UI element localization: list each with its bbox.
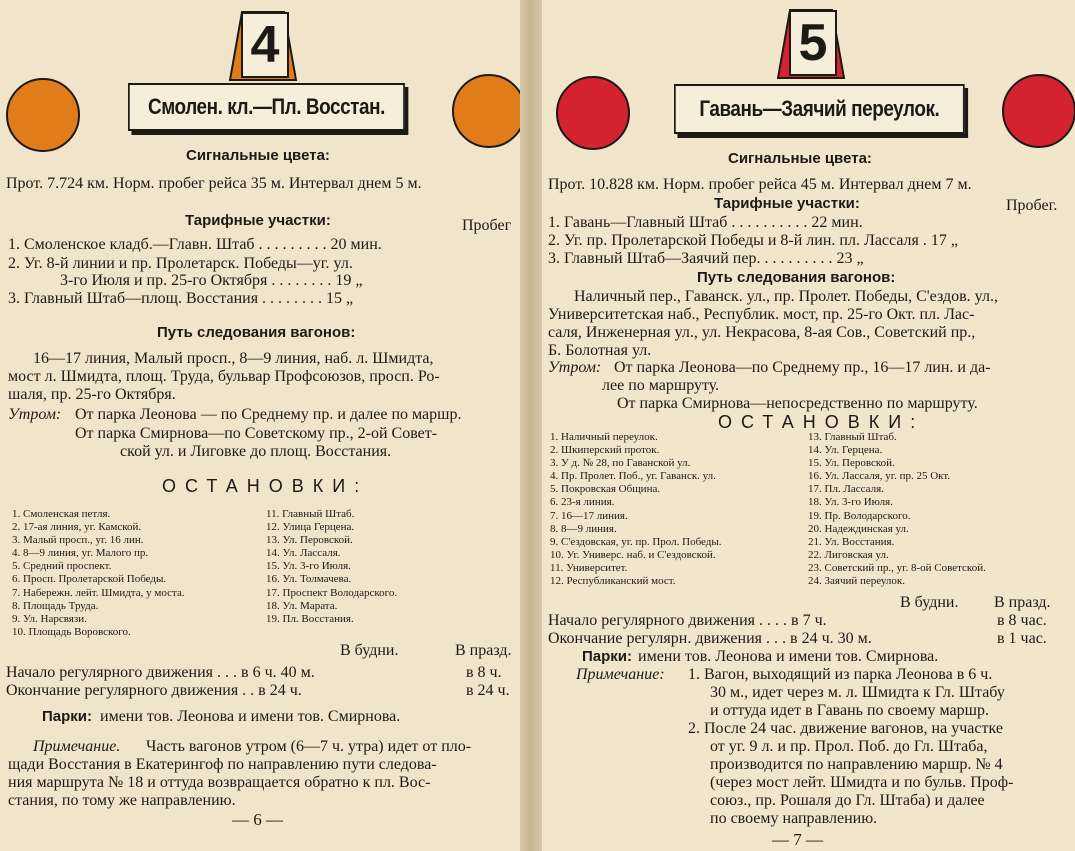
stops-column-1: [12, 508, 185, 639]
stop-item: 23. Советский пр., уг. 8-ой Советской.: [808, 561, 986, 574]
path-line: саля, Инженерная ул., ул. Некрасова, 8-ая Сов., Советский пр.,: [548, 324, 976, 341]
weekday-header: В будни.: [340, 642, 399, 659]
tariff-line: 2. Уг. 8-й линии и пр. Пролетарск. Победы—уг. ул.: [8, 255, 353, 272]
stop-item: 14. Ул. Лассаля.: [266, 547, 341, 560]
stop-item: 3. Малый просп., уг. 16 лин.: [12, 534, 144, 547]
stops-heading: ОСТАНОВКИ:: [718, 412, 925, 432]
stop-item: 7. Набережн. лейт. Шмидта, у моста.: [12, 586, 185, 599]
note-label: Примечание:: [576, 666, 665, 683]
tariff-col-header: Пробег: [462, 217, 512, 234]
tariff-line: 1. Смоленское кладб.—Главн. Штаб . . . . . . . . . 20 мин.: [8, 236, 382, 253]
stop-item: 11. Главный Штаб.: [266, 508, 355, 520]
morning-label: Утром:: [548, 359, 602, 376]
stop-item: 13. Главный Штаб.: [808, 431, 897, 443]
path-line: 16—17 линия, Малый просп., 8—9 линия, наб. л. Шмидта,: [33, 350, 434, 367]
route-name-plate: Гавань—Заячий переулок.: [674, 84, 965, 134]
note-line: Часть вагонов утром (6—7 ч. утра) идет от пло-: [146, 738, 472, 755]
signal-light-left: [556, 76, 630, 150]
stops-column-1: [550, 431, 722, 588]
stop-item: 5. Покровская Община.: [550, 483, 661, 496]
tariff-line: 2. Уг. пр. Пролетарской Победы и 8-й лин. пл. Лассаля . 17 „: [548, 232, 958, 249]
signal-colors-heading: Сигнальные цвета:: [186, 147, 330, 164]
path-line: шаля, пр. 25-го Октября.: [8, 386, 176, 403]
stop-item: 8. Площадь Труда.: [12, 599, 99, 612]
page-number: — 7 —: [772, 830, 823, 849]
morning-line: лее по маршруту.: [602, 377, 720, 394]
route-stats: Прот. 10.828 км. Норм. пробег рейса 45 м. Интервал днем 7 м.: [548, 176, 972, 193]
signal-colors-heading: Сигнальные цвета:: [728, 150, 872, 167]
note-line: от уг. 9 л. и пр. Прол. Поб. до Гл. Штаба,: [710, 738, 988, 755]
stop-item: 2. Шкиперский проток.: [550, 444, 660, 457]
stop-item: 11. Университет.: [550, 561, 628, 574]
route-number-badge: [766, 6, 856, 86]
morning-line: От парка Леонова—по Среднему пр., 16—17 лин. и да-: [614, 359, 991, 376]
stop-item: 10. Уг. Универс. наб. и С'ездовской.: [550, 548, 716, 561]
parks-text: имени тов. Леонова и имени тов. Смирнова.: [100, 708, 401, 725]
service-end-holiday: в 24 ч.: [466, 682, 510, 699]
morning-line: От парка Леонова — по Среднему пр. и далее по маршр.: [75, 406, 462, 423]
note-line: 30 м., идет через м. л. Шмидта к Гл. Штабу: [710, 684, 1005, 701]
stop-item: 12. Улица Герцена.: [266, 521, 355, 534]
stop-item: 6. 23-я линия.: [550, 496, 615, 509]
stop-item: 4. Пр. Пролет. Поб., уг. Гаванск. ул.: [550, 470, 716, 483]
book-gutter: [520, 0, 542, 851]
stop-item: 20. Надеждинская ул.: [808, 522, 909, 535]
parks-label: Парки:: [42, 708, 93, 725]
service-end: Окончание регулярного движения . . в 24 ч.: [6, 682, 302, 699]
service-start-holiday: в 8 ч.: [466, 664, 502, 681]
page-number: — 6 —: [232, 810, 283, 829]
stop-item: 13. Ул. Перовской.: [266, 534, 353, 547]
path-heading: Путь следования вагонов:: [697, 269, 896, 286]
stop-item: 19. Пр. Володарского.: [808, 509, 911, 522]
stop-item: 14. Ул. Герцена.: [808, 444, 883, 457]
note-line: 2. После 24 час. движение вагонов, на участке: [688, 720, 1003, 737]
tariff-col-header: Пробег.: [1006, 197, 1058, 214]
stop-item: 16. Ул. Толмачева.: [266, 573, 352, 586]
page-right: [542, 0, 1075, 851]
stop-item: 10. Площадь Воровского.: [12, 625, 131, 638]
stop-item: 15. Ул. Перовской.: [808, 457, 895, 470]
stop-item: 6. Просп. Пролетарской Победы.: [12, 573, 167, 586]
stop-item: 18. Ул. 3-го Июля.: [808, 496, 893, 509]
path-line: Наличный пер., Гаванск. ул., пр. Пролет. Победы, С'ездов. ул.,: [574, 288, 998, 305]
stop-item: 5. Средний проспект.: [12, 560, 112, 573]
signal-light-right: [1002, 74, 1075, 148]
signal-light-left: [6, 78, 80, 152]
tariff-heading: Тарифные участки:: [185, 212, 331, 229]
path-line: Университетская наб., Республик. мост, пр. 25-го Окт. пл. Лас-: [548, 306, 975, 323]
path-heading: Путь следования вагонов:: [157, 324, 356, 341]
stop-item: 21. Ул. Восстания.: [808, 535, 895, 548]
holiday-header: В празд.: [994, 594, 1051, 611]
morning-line: От парка Смирнова—непосредственно по маршруту.: [617, 395, 978, 412]
service-end: Окончание регулярн. движения . . . в 24 ч. 30 м.: [548, 630, 872, 647]
tariff-line: 3-го Июля и пр. 25-го Октября . . . . . . . . 19 „: [60, 272, 363, 289]
note-label: Примечание.: [33, 738, 121, 755]
tariff-line: 1. Гавань—Главный Штаб . . . . . . . . . . 22 мин.: [548, 214, 863, 231]
note-line: щади Восстания в Екатерингоф по направлению пути следова-: [8, 756, 437, 773]
weekday-header: В будни.: [900, 594, 959, 611]
holiday-header: В празд.: [455, 642, 512, 659]
note-line: по своему направлению.: [710, 810, 878, 827]
stops-heading: ОСТАНОВКИ:: [162, 476, 369, 496]
route-name-plate: Смолен. кл.—Пл. Восстан.: [128, 83, 405, 131]
note-line: союз., пр. Рошаля до Гл. Штаба) и далее: [710, 792, 985, 809]
note-line: и оттуда идет в Гавань по своему маршр.: [710, 702, 989, 719]
stop-item: 17. Проспект Володарского.: [266, 586, 398, 599]
morning-line: ской ул. и Лиговке до площ. Восстания.: [120, 443, 392, 460]
parks-label: Парки:: [582, 648, 633, 665]
stop-item: 19. Пл. Восстания.: [266, 612, 354, 625]
tariff-heading: Тарифные участки:: [714, 195, 860, 212]
service-start: Начало регулярного движения . . . . в 7 ч.: [548, 612, 827, 629]
stop-item: 8. 8—9 линия.: [550, 522, 617, 535]
path-line: Б. Болотная ул.: [548, 342, 652, 359]
page-left: [0, 0, 520, 851]
stop-item: 7. 16—17 линия.: [550, 509, 628, 522]
signal-light-right: [452, 74, 526, 148]
route-stats: Прот. 7.724 км. Норм. пробег рейса 35 м. Интервал днем 5 м.: [6, 175, 422, 192]
note-line: 1. Вагон, выходящий из парка Леонова в 6 ч.: [688, 666, 993, 683]
note-line: производится по направлению маршр. № 4: [710, 756, 1003, 773]
parks-text: имени тов. Леонова и имени тов. Смирнова.: [638, 648, 939, 665]
service-start-holiday: в 8 час.: [997, 612, 1047, 629]
stop-item: 9. Ул. Нарсвязи.: [12, 612, 87, 625]
stop-item: 1. Наличный переулок.: [550, 431, 658, 443]
tariff-line: 3. Главный Штаб—площ. Восстания . . . . . . . . 15 „: [8, 290, 354, 307]
stop-item: 15. Ул. 3-го Июля.: [266, 560, 351, 573]
note-line: стания, по тому же направлению.: [8, 792, 236, 809]
stop-item: 9. С'ездовская, уг. пр. Прол. Победы.: [550, 535, 722, 548]
route-number: 5: [789, 10, 837, 76]
path-line: мост л. Шмидта, площ. Труда, бульвар Профсоюзов, просп. Ро-: [8, 368, 440, 385]
stop-item: 16. Ул. Лассаля, уг. пр. 25 Окт.: [808, 470, 951, 483]
stop-item: 22. Лиговская ул.: [808, 548, 889, 561]
stop-item: 18. Ул. Марата.: [266, 599, 338, 612]
stop-item: 4. 8—9 линия, уг. Малого пр.: [12, 547, 149, 560]
stops-column-2: [266, 508, 397, 626]
stop-item: 1. Смоленская петля.: [12, 508, 111, 520]
note-line: ния маршрута № 18 и оттуда возвращается обратно к пл. Вос-: [8, 774, 431, 791]
morning-line: От парка Смирнова—по Советскому пр., 2-ой Совет-: [75, 425, 438, 442]
route-number-badge: [218, 8, 308, 88]
morning-label: Утром:: [8, 406, 62, 423]
stop-item: 2. 17-ая линия, уг. Камской.: [12, 521, 142, 534]
note-line: (через мост лейт. Шмидта и по бульв. Проф-: [710, 774, 1014, 791]
stop-item: 17. Пл. Лассаля.: [808, 483, 884, 496]
route-number: 4: [241, 12, 289, 78]
stop-item: 3. У д. № 28, по Гаванской ул.: [550, 457, 691, 470]
stops-column-2: [808, 431, 986, 588]
service-end-holiday: в 1 час.: [997, 630, 1047, 647]
service-start: Начало регулярного движения . . . в 6 ч. 40 м.: [6, 664, 315, 681]
stop-item: 12. Республиканский мост.: [550, 575, 676, 588]
stop-item: 24. Заячий переулок.: [808, 575, 905, 588]
tariff-line: 3. Главный Штаб—Заячий пер. . . . . . . . . . 23 „: [548, 250, 864, 267]
